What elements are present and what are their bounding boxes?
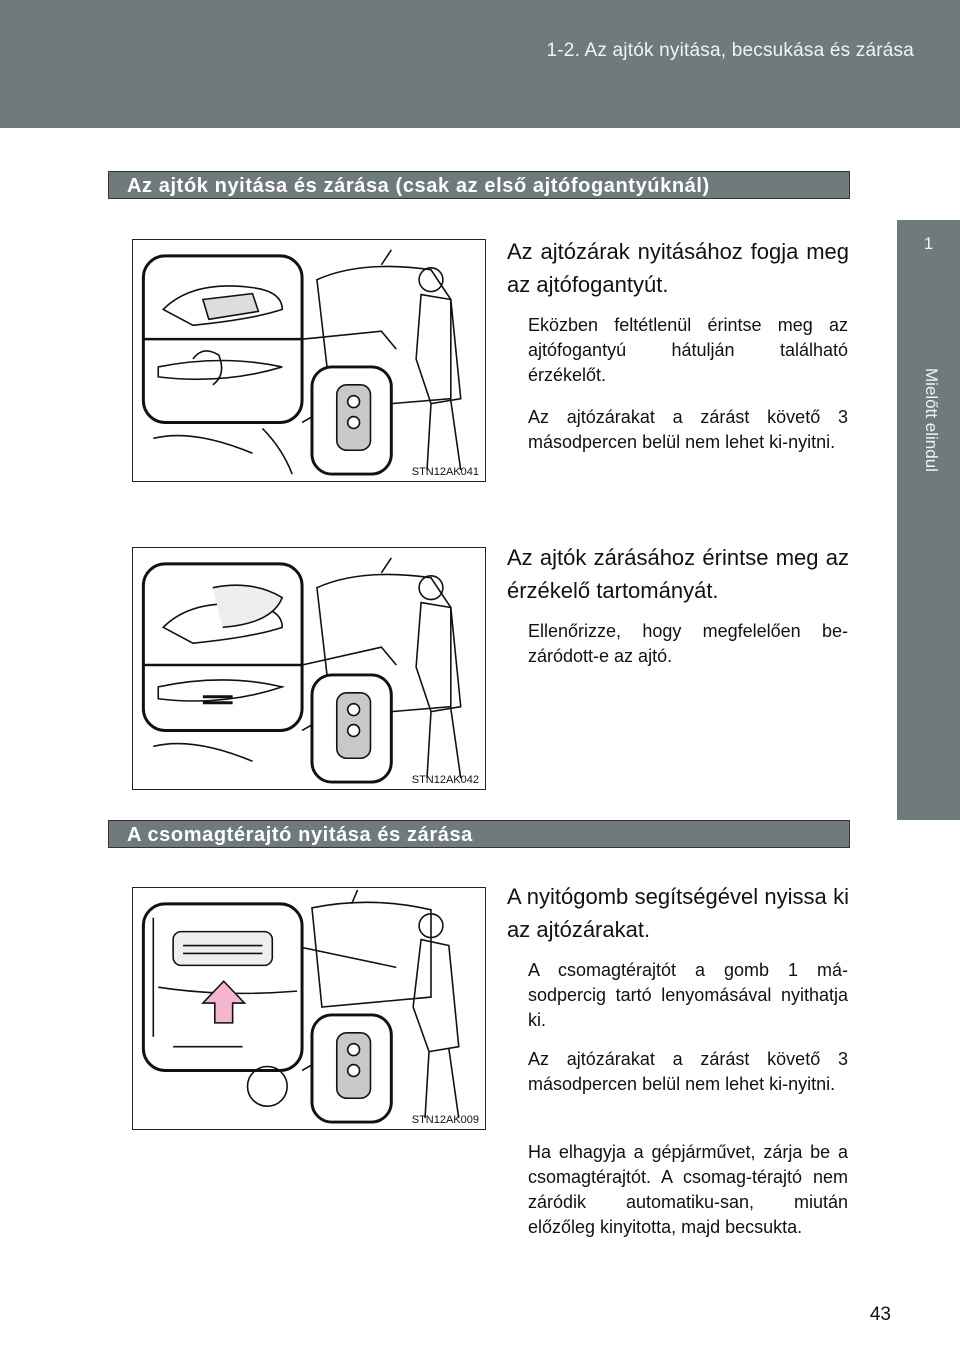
- step-note: Az ajtózárakat a zárást követő 3 másodpercen belül nem lehet ki-nyitni.: [528, 1049, 848, 1094]
- figure-code: STN12AK009: [411, 1114, 479, 1126]
- step-text: Az ajtózárak nyitásához fogja meg az ajtófogantyút.: [507, 239, 849, 297]
- page-number: 43: [869, 1304, 891, 1325]
- step-note: Az ajtózárakat a zárást követő 3 másodpercen belül nem lehet ki-nyitni.: [528, 407, 848, 452]
- section-heading-back-door: A csomagtérajtó nyitása és zárása: [108, 820, 850, 848]
- step-note: A csomagtérajtót a gomb 1 má-sodpercig tartó lenyomásával nyithatja ki.: [528, 960, 848, 1030]
- step-text: Az ajtók zárásához érintse meg az érzékelő tartományát.: [507, 545, 849, 603]
- chapter-number: 1: [923, 234, 934, 253]
- section-heading-doors: Az ajtók nyitása és zárása (csak az első ajtófogantyúknál): [108, 171, 850, 199]
- step-text: A nyitógomb segítségével nyissa ki az ajtózárakat.: [507, 884, 849, 942]
- figure-code: STN12AK042: [411, 774, 479, 786]
- figure-door-handle-unlock: [132, 239, 486, 482]
- side-tab: [897, 220, 960, 820]
- header-band: [0, 0, 960, 128]
- header-title: 1-2. Az ajtók nyitása, becsukása és zárása: [546, 40, 914, 61]
- side-tab-gap: [897, 128, 960, 220]
- step-note: Eközben feltétlenül érintse meg az ajtófogantyú hátulján található érzékelőt.: [528, 315, 848, 385]
- figure-back-door-opener: [132, 887, 486, 1130]
- chapter-label: Mielőtt elindul: [922, 368, 941, 472]
- figure-door-sensor-lock: [132, 547, 486, 790]
- illustration-unlock: [133, 240, 485, 481]
- step-note: Ellenőrizze, hogy megfelelően be-záródott-e az ajtó.: [528, 621, 848, 666]
- illustration-lock: [133, 548, 485, 789]
- figure-code: STN12AK041: [411, 466, 479, 478]
- illustration-back-door: [133, 888, 485, 1129]
- step-note: Ha elhagyja a gépjárművet, zárja be a csomagtérajtót. A csomag-térajtó nem záródik automatiku-san, miután előzőleg kinyitotta, majd becsukta.: [528, 1142, 848, 1237]
